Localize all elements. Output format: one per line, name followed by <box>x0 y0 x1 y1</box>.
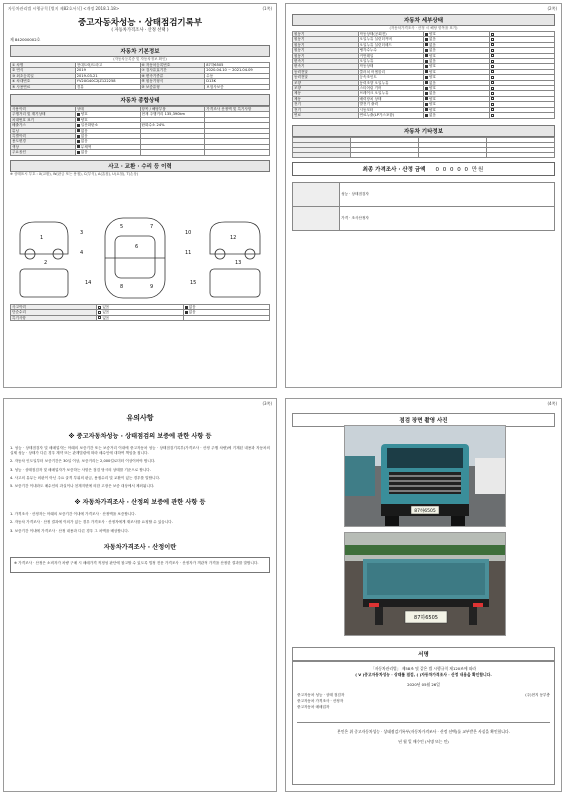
notice-paragraph: 2. 자동차 인도일부터 보증기간은 30일 이상, 보증거리는 2,000킬로미터 이상이어야 합니다. <box>10 459 156 464</box>
photo-title: 점검 장면 촬영 사진 <box>292 413 555 427</box>
status-value: 양호 <box>75 117 140 122</box>
panel-number: 12 <box>230 235 237 241</box>
detail-item: 냉각수누수 <box>358 48 424 53</box>
detail-group: 원동기 <box>293 42 359 47</box>
detail-status-table <box>292 31 555 119</box>
sign-text-2: ( V )중고자동차성능 · 상태를 점검, ( )자동차가격조사 · 산정 내용을 확인합니다. <box>355 672 492 677</box>
field-value: YV2XG40C2JZ122258 <box>75 79 140 84</box>
warranty-subtitle: ※ 중고자동차성능 · 상태점검의 보증에 관한 사항 등 <box>68 433 212 440</box>
checkbox-icon <box>77 135 80 138</box>
price-definition-subtitle: 자동차가격조사 · 산정이란 <box>103 543 177 551</box>
status-value: 항목 / 해당부품 <box>140 107 205 112</box>
status-value: 없음 <box>75 134 140 139</box>
accident-option: 없음 <box>183 310 269 315</box>
status-value: 탄화수소 24% <box>140 123 205 128</box>
detail-status: 양호 <box>424 69 490 74</box>
checkbox-icon <box>425 43 428 46</box>
status-value: 상태 <box>75 107 140 112</box>
status-item: 배출가스 <box>11 123 76 128</box>
rear-plate-text: 87하6505 <box>414 615 438 621</box>
detail-group: 변속기 <box>293 64 359 69</box>
basic-info-row <box>11 84 270 89</box>
checkbox-icon <box>491 65 494 68</box>
notice-paragraph: 1. 가격조사 · 산정자는 아래의 보증기간 이내에 가격조사 · 산정액을 보증합니다. <box>10 512 136 517</box>
detail-group: 조향 <box>293 86 359 91</box>
detail-status: 없음 <box>424 59 490 64</box>
notice-paragraph: 1. 성능 · 상태점검자 및 매매업자는 아래의 보증기간 또는 보증거리 이내에 중고자동차 성능 · 상태점검기록부(가격조사 · 산정 주행 차량)에 기재된 내용과 자동차의 실제 성능 · 상태가 다른 경우 계약 또는 관계법령에 따라 매수인에 대하여 책임을 집니다. <box>10 446 270 456</box>
price-warranty-paragraphs <box>10 512 270 534</box>
sign-role-inspector: 중고자동차 성능 · 상태 점검자 <box>297 693 345 697</box>
checkbox-icon <box>491 76 494 79</box>
detail-group: 원동기 <box>293 48 359 53</box>
checkbox-icon <box>491 87 494 90</box>
accident-option: 없음 <box>97 315 183 320</box>
field-label: ⑤ 사용연료 <box>11 84 76 89</box>
checkbox-icon <box>491 43 494 46</box>
checkbox-icon <box>491 81 494 84</box>
checkbox-icon <box>491 103 494 106</box>
detail-group: 원동기 <box>293 37 359 42</box>
inspection-photo-rear <box>344 532 506 636</box>
panel-number: 5 <box>120 224 124 230</box>
accident-option <box>183 315 269 320</box>
checkbox-icon <box>185 306 188 309</box>
accident-option: 없음 <box>183 305 269 310</box>
detail-status: 양호 <box>424 32 490 37</box>
checkbox-icon <box>491 33 494 36</box>
field-label: ④ 차대번호 <box>11 79 76 84</box>
field-label: ⑩ 보증유형 <box>140 84 205 89</box>
section-general-title: 자동차 종합상태 <box>10 94 270 106</box>
form-page-2 <box>285 3 562 388</box>
form-page-4 <box>285 398 562 792</box>
sign-footer-2: 년 월 일 매수인 (서명 또는 인) <box>398 739 449 744</box>
status-value: 현재 주행거리 135,390km <box>140 112 205 117</box>
inspection-photo-front <box>344 425 506 527</box>
status-value: 가격조사 산정액 및 특기사항 <box>205 107 270 112</box>
panel-number: 8 <box>120 284 124 290</box>
field-label: ⑥ 자동차등록번호 <box>140 63 205 68</box>
panel-number: 14 <box>85 280 92 286</box>
checkbox-icon <box>491 97 494 100</box>
accident-option: 있음 <box>97 305 183 310</box>
panel-number: 11 <box>185 250 192 256</box>
detail-item: 오일누유 <box>358 59 424 64</box>
panel-number: 3 <box>80 230 84 236</box>
detail-item: 동력조향 오일누유 <box>358 80 424 85</box>
detail-group: 전기 <box>293 102 359 107</box>
notice-paragraph: 2. 자동차 가격조사 · 산정 결과에 이의가 있는 경우 가격조사 · 산정자에게 재조사를 요청할 수 있습니다. <box>10 520 173 525</box>
status-value: 무채색 <box>75 144 140 149</box>
detail-group: 제동 <box>293 91 359 96</box>
page1-title: 중고자동차성능 · 상태점검기록부 <box>77 18 203 28</box>
field-value: 현대트럭/트라고 <box>75 63 140 68</box>
detail-group: 동력전달 <box>293 75 359 80</box>
status-value: 양호 <box>75 112 140 117</box>
checkbox-icon <box>425 60 428 63</box>
field-value: 경유 <box>75 84 140 89</box>
page1-title-option: ( 자동차가격조사 · 산정 선택 ) <box>111 28 169 33</box>
checkbox-icon <box>77 140 80 143</box>
status-value: 없음 <box>75 139 140 144</box>
sign-company: (주)현지 동부충 <box>525 693 550 697</box>
detail-item: 오일누유 실린더커버 <box>358 37 424 42</box>
panel-number: 10 <box>185 230 192 236</box>
detail-status: 양호 <box>424 53 490 58</box>
checkbox-icon <box>491 54 494 57</box>
checkbox-icon <box>491 92 494 95</box>
section-detail-title: 자동차 세부상태 <box>292 14 555 26</box>
other-info-table <box>292 137 555 158</box>
section-basic-note: (자동차등록증 및 자동차정보 확인) <box>113 57 167 61</box>
checkbox-icon <box>425 108 428 111</box>
detail-item: 스티어링 기어 <box>358 86 424 91</box>
front-plate-text: 87하6505 <box>414 509 436 514</box>
status-value: 없음 <box>75 128 140 133</box>
panel-number: 2 <box>44 260 48 266</box>
status-value: 일산화탄소 <box>75 123 140 128</box>
detail-status: 없음 <box>424 37 490 42</box>
form-page-1 <box>3 3 277 388</box>
field-value: 2019-03-21 <box>75 73 140 78</box>
status-value: 없음 <box>75 150 140 155</box>
status-value <box>140 150 205 155</box>
panel-number: 7 <box>150 224 154 230</box>
detail-group: 원동기 <box>293 32 359 37</box>
checkbox-icon <box>425 76 428 79</box>
sign-date: 2020년 05월 26일 <box>407 682 440 687</box>
detail-group: 연료 <box>293 113 359 118</box>
checkbox-icon <box>98 316 101 319</box>
detail-status: 없음 <box>424 80 490 85</box>
field-label: ⑨ 원동기형식 <box>140 79 205 84</box>
status-value <box>205 150 270 155</box>
checkbox-icon <box>77 129 80 132</box>
detail-item: 발전기 출력 <box>358 102 424 107</box>
checkbox-icon <box>491 114 494 117</box>
page2-header-right: (2쪽) <box>547 6 557 11</box>
final-price-title: 최종 가격조사 · 산정 금액 <box>362 166 426 173</box>
detail-status: 양호 <box>424 75 490 80</box>
status-item: 차대번호 표기 <box>11 117 76 122</box>
detail-status: 양호 <box>424 86 490 91</box>
notice-paragraph: 5. 보증기간 이내라도 매수인의 과실이나 천재지변에 의한 고장은 보증 대상에서 제외됩니다. <box>10 484 155 489</box>
sign-text-1: 「자동차관리법」 제58조 및 같은 법 시행규칙 제120조에 따라 <box>370 666 477 671</box>
signature-table <box>292 182 555 231</box>
field-label: ⑦ 검사유효기간 <box>140 68 205 73</box>
status-item: 용도변경 <box>11 139 76 144</box>
notice-title: 유의사항 <box>126 414 154 422</box>
notice-paragraph: 3. 보증기간 이내에 가격조사 · 산정 내용과 다른 경우 그 차액을 배상합니다. <box>10 528 129 533</box>
checkbox-icon <box>77 118 80 121</box>
checkbox-icon <box>425 81 428 84</box>
panel-number: 15 <box>190 280 197 286</box>
field-value: 2020.04.10 ~ 2021.04.09 <box>205 68 270 73</box>
detail-group: 변속기 <box>293 59 359 64</box>
checkbox-icon <box>425 103 428 106</box>
checkbox-icon <box>491 108 494 111</box>
detail-alt <box>489 113 555 118</box>
page3-header-right: (3쪽) <box>262 401 272 406</box>
general-status-table <box>10 106 270 156</box>
field-label: ③ 최초등록일 <box>11 73 76 78</box>
form-page-3 <box>3 398 277 792</box>
general-status-row <box>11 150 270 155</box>
field-value: 2019 <box>75 68 140 73</box>
detail-item: 시동모터 <box>358 107 424 112</box>
panel-number: 6 <box>135 244 139 250</box>
status-item: 색상 <box>11 144 76 149</box>
checkbox-icon <box>98 311 101 314</box>
final-price-value: 0 0 0 0 0 만원 <box>435 166 485 173</box>
field-value: 수동 <box>205 73 270 78</box>
accident-label: 단순수리 <box>11 310 97 315</box>
doc-number: 제 842000002호 <box>10 37 41 42</box>
detail-status: 없음 <box>424 42 490 47</box>
checkbox-icon <box>77 145 80 148</box>
sign-role-appraiser: 중고자동차 가격조사 · 산정자 <box>297 699 344 703</box>
page4-header-right: (4쪽) <box>547 401 557 406</box>
checkbox-icon <box>491 38 494 41</box>
panel-number: 9 <box>150 284 154 290</box>
accident-row <box>11 315 270 320</box>
checkbox-icon <box>425 114 428 117</box>
accident-label: 사고이력 <box>11 305 97 310</box>
warranty-paragraphs <box>10 446 270 489</box>
field-value: 보험사보증 <box>205 84 270 89</box>
notice-paragraph: 4. 사고의 유무는 외판이 아닌 주요 골격 부위의 판금, 용접수리 및 교환이 있는 경우를 말합니다. <box>10 475 161 480</box>
status-item: 주행거리 및 계기상태 <box>11 112 76 117</box>
checkbox-icon <box>425 97 428 100</box>
detail-item: 오일누유 실린더헤드 <box>358 42 424 47</box>
status-item: 주요옵션 <box>11 150 76 155</box>
detail-item: 배력장치 상태 <box>358 96 424 101</box>
panel-number: 1 <box>40 235 44 241</box>
accident-legend: ※ 상태표시 부호 : X(교환), W(판금 또는 용접), C(부식), A(흠집), U(요철), T(손상) <box>10 171 139 176</box>
section-accident-title: 사고 · 교환 · 수리 등 이력 <box>10 160 270 172</box>
detail-item: 작동상태 <box>358 64 424 69</box>
detail-row <box>293 113 555 118</box>
checkbox-icon <box>185 311 188 314</box>
page1-header-left: 자동차관리법 시행규칙 [별지 제82호서식] <개정 2018.1.18> <box>8 6 120 11</box>
section-basic-title: 자동차 기본정보 <box>10 45 270 57</box>
checkbox-icon <box>491 70 494 73</box>
checkbox-icon <box>425 87 428 90</box>
sign-footer: 본인은 위 중고자동차성능 · 상태점검기록부(자동차가격조사 · 산정 선택)를 교부받은 사실을 확인합니다. <box>337 729 510 734</box>
detail-group: 원동기 <box>293 53 359 58</box>
detail-item: 작동상태(공회전) <box>358 32 424 37</box>
field-value: 87하6505 <box>205 63 270 68</box>
detail-status: 양호 <box>424 64 490 69</box>
panel-number: 13 <box>235 260 242 266</box>
status-item: 특별이력 <box>11 134 76 139</box>
detail-item: 연료누출(LP가스포함) <box>358 113 424 118</box>
detail-item: 브레이크 오일누유 <box>358 91 424 96</box>
signature-label-inspector: 성능 · 상태점검자 <box>340 182 555 206</box>
detail-item: 클러치 어셈블리 <box>358 69 424 74</box>
checkbox-icon <box>425 33 428 36</box>
detail-item: 등속조인트 <box>358 75 424 80</box>
checkbox-icon <box>425 54 428 57</box>
detail-group: 전기 <box>293 107 359 112</box>
status-item: 사용이력 <box>11 107 76 112</box>
status-item: 튜닝 <box>11 128 76 133</box>
checkbox-icon <box>425 70 428 73</box>
checkbox-icon <box>77 151 80 154</box>
field-value: D13K <box>205 79 270 84</box>
checkbox-icon <box>425 49 428 52</box>
detail-status: 양호 <box>424 107 490 112</box>
checkbox-icon <box>425 65 428 68</box>
accident-option: 있음 <box>97 310 183 315</box>
notice-paragraph: 3. 성능 · 상태점검자 및 매매업자가 보증하는 사항은 점검 당시의 상태를 기준으로 합니다. <box>10 467 151 472</box>
sign-title: 서명 <box>292 647 555 661</box>
checkbox-icon <box>425 92 428 95</box>
vehicle-damage-diagram <box>10 214 272 302</box>
checkbox-icon <box>425 38 428 41</box>
detail-status: 없음 <box>424 48 490 53</box>
section-detail-note: (자동차가격조사 · 산정 시 해당 항목을 표기) <box>389 26 458 30</box>
panel-number: 4 <box>80 250 84 256</box>
sign-box <box>292 661 555 785</box>
accident-label: 특기사항 <box>11 315 97 320</box>
checkbox-icon <box>98 306 101 309</box>
basic-info-table <box>10 62 270 90</box>
detail-item: 커먼레일 <box>358 53 424 58</box>
final-price-box <box>292 162 555 176</box>
detail-status: 양호 <box>424 102 490 107</box>
section-price-title: 자동차 기타정보 <box>292 125 555 137</box>
field-label: ① 차명 <box>11 63 76 68</box>
detail-status: 없음 <box>424 113 490 118</box>
field-label: ② 연식 <box>11 68 76 73</box>
page1-header-right: (1쪽) <box>262 6 272 11</box>
price-warranty-subtitle: ※ 자동차가격조사 · 산정의 보증에 관한 사항 등 <box>74 499 206 507</box>
car-side-left-outline <box>20 222 68 254</box>
price-definition-text: ※ 가격조사 · 산정은 소비자가 차량 구매 시 매매가격 적정성 판단에 참고할 수 있도록 법정 전문 가격조사 · 산정자가 객관적 가격을 산정한 결과를 말합니다. <box>14 560 259 565</box>
detail-status: 양호 <box>424 96 490 101</box>
sign-role-dealer: 중고자동차 매매업자 <box>297 705 330 709</box>
signature-label-appraiser: 가격 · 조사산정자 <box>340 206 555 230</box>
accident-history-table <box>10 304 270 321</box>
detail-group: 조향 <box>293 80 359 85</box>
checkbox-icon <box>77 113 80 116</box>
checkbox-icon <box>77 124 80 127</box>
checkbox-icon <box>491 60 494 63</box>
checkbox-icon <box>491 49 494 52</box>
detail-group: 제동 <box>293 96 359 101</box>
field-label: ⑧ 변속기종류 <box>140 73 205 78</box>
detail-group: 동력전달 <box>293 69 359 74</box>
detail-status: 없음 <box>424 91 490 96</box>
